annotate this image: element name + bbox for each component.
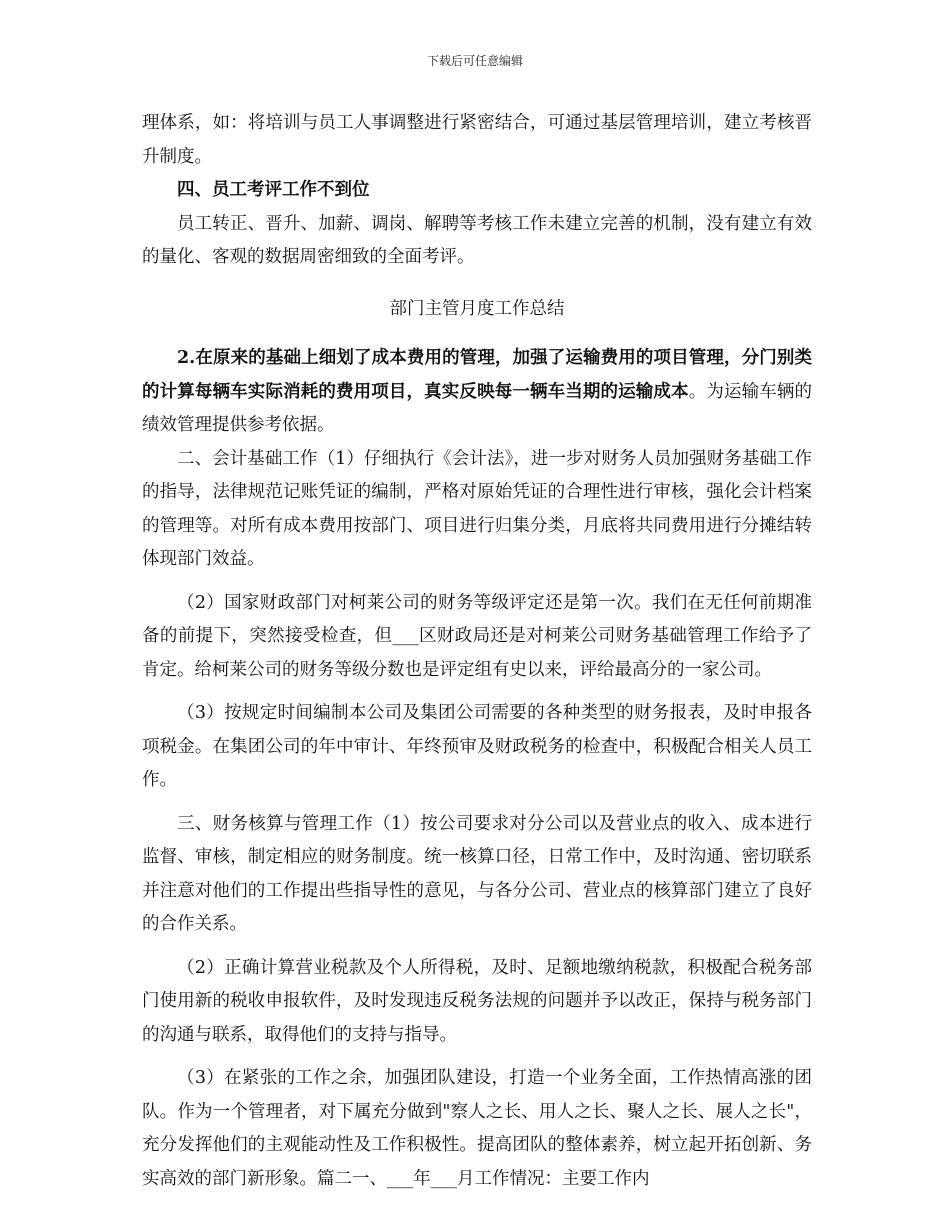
- paragraph: 三、财务核算与管理工作（1）按公司要求对分公司以及营业点的收入、成本进行监督、审核，制定相应的财务制度。统一核算口径，日常工作中，及时沟通、密切联系并注意对他们的工作提出些指导性的意见，与各分公司、营业点的核算部门建立了良好的合作关系。: [142, 813, 812, 934]
- header-label: 下载后可任意编辑: [426, 54, 523, 68]
- bold-text: 2.在原来的基础上细划了成本费用的管理，加强了运输费用的项目管理，分门别类的计算每辆车实际消耗的费用项目，真实反映每一辆车当期的运输成本: [142, 348, 812, 402]
- paragraph: [142, 342, 812, 443]
- paragraph: （3）在紧张的工作之余，加强团队建设，打造一个业务全面，工作热情高涨的团队。作为一个管理者，对下属充分做到"察人之长、用人之长、聚人之长、展人之长"，充分发挥他们的主观能动性及工作积极性。提高团队的整体素养，树立起开拓创新、务实高效的部门新形象。篇二一、___年___月工作情况：主要工作内: [142, 1068, 812, 1189]
- section-heading: 四、员工考评工作不到位: [177, 180, 370, 200]
- paragraph: （3）按规定时间编制本公司及集团公司需要的各种类型的财务报表，及时申报各项税金。在集团公司的年中审计、年终预审及财政税务的检查中，积极配合相关人员工作。: [142, 703, 812, 790]
- paragraph-text: 。为运输车辆的绩效管理提供参考依据。: [142, 381, 812, 435]
- paragraph: （2）正确计算营业税款及个人所得税，及时、足额地缴纳税款，积极配合税务部门使用新的税收申报软件，及时发现违反税务法规的问题并予以改正，保持与税务部门的沟通与联系，取得他们的支持与指导。: [142, 957, 812, 1045]
- paragraph: 二、会计基础工作（1）仔细执行《会计法》，进一步对财务人员加强财务基础工作的指导，法律规范记账凭证的编制，严格对原始凭证的合理性进行审核，强化会计档案的管理等。对所有成本费用按部门、项目进行归集分类，月底将共同费用进行分摊结转体现部门效益。: [142, 448, 812, 569]
- paragraph: 理体系，如：将培训与员工人事调整进行紧密结合，可通过基层管理培训，建立考核晋升制度。: [142, 113, 812, 167]
- document-body: [142, 107, 812, 1196]
- page-header: [0, 52, 950, 69]
- document-title: 部门主管月度工作总结: [389, 298, 565, 319]
- paragraph: 员工转正、晋升、加薪、调岗、解聘等考核工作未建立完善的机制，没有建立有效的量化、客观的数据周密细致的全面考评。: [142, 213, 812, 267]
- paragraph: （2）国家财政部门对柯莱公司的财务等级评定还是第一次。我们在无任何前期准备的前提下，突然接受检查，但___区财政局还是对柯莱公司财务基础管理工作给予了肯定。给柯莱公司的财务等级分数也是评定组有史以来，评给最高分的一家公司。: [142, 592, 812, 680]
